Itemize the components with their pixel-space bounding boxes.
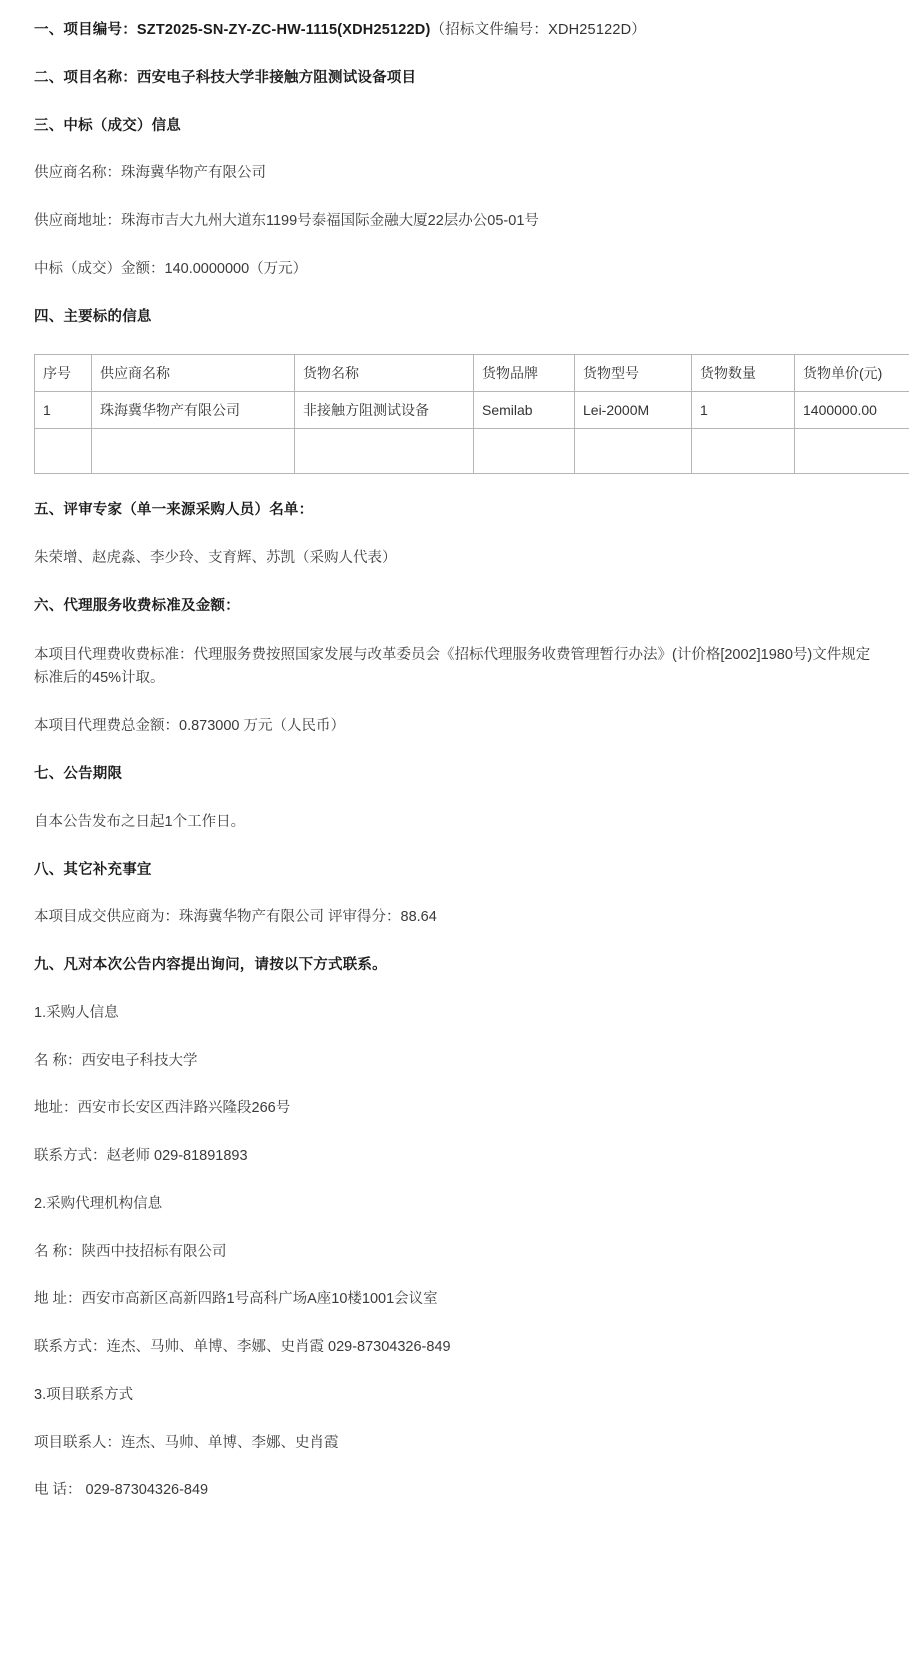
section-project-name: 二、项目名称：西安电子科技大学非接触方阻测试设备项目 [34, 69, 417, 86]
project-number-heading: 一、项目编号：SZT2025-SN-ZY-ZC-HW-1115(XDH25122D) [34, 22, 431, 38]
table-cell-brand: Semilab [474, 392, 575, 429]
award-amount: 中标（成交）金额：140.0000000（万元） [34, 260, 308, 277]
section-agency-fee-heading: 六、代理服务收费标准及金额： [34, 597, 240, 614]
goods-table [34, 354, 909, 474]
table-header-cell: 货物数量 [692, 355, 795, 392]
section-notice-period-heading: 七、公告期限 [34, 766, 123, 783]
supplier-name: 供应商名称：珠海冀华物产有限公司 [34, 165, 266, 182]
agency-contact: 联系方式：连杰、马帅、单博、李娜、史肖霞 029-87304326-849 [34, 1339, 451, 1356]
table-cell-goods-name [295, 429, 474, 474]
project-contact-title: 3.项目联系方式 [34, 1386, 134, 1403]
buyer-address: 地址：西安市长安区西沣路兴隆段266号 [34, 1100, 291, 1117]
agency-fee-standard: 本项目代理费收费标准：代理服务费按照国家发展与改革委员会《招标代理服务收费管理暂行办法》(计价格[2002]1980号)文件规定标准后的45%计取。 [34, 646, 871, 686]
table-cell-index [35, 429, 92, 474]
table-cell-model: Lei-2000M [575, 392, 692, 429]
table-cell-model [575, 429, 692, 474]
section-main-subject-heading: 四、主要标的信息 [34, 308, 152, 325]
other-matters-text: 本项目成交供应商为：珠海冀华物产有限公司 评审得分：88.64 [34, 909, 437, 926]
section-award-info-heading: 三、中标（成交）信息 [34, 117, 181, 134]
buyer-contact: 联系方式：赵老师 029-81891893 [34, 1148, 248, 1165]
buyer-info-title: 1.采购人信息 [34, 1004, 119, 1021]
table-header-cell: 货物型号 [575, 355, 692, 392]
experts-list: 朱荣增、赵虎淼、李少玲、支育辉、苏凯（采购人代表） [34, 550, 397, 566]
table-row [35, 429, 909, 474]
agency-fee-total: 本项目代理费总金额：0.873000 万元（人民币） [34, 718, 346, 735]
table-header-cell: 序号 [35, 355, 92, 392]
table-header-row [35, 355, 909, 392]
table-cell-unit-price: 1400000.00 [795, 392, 909, 429]
table-cell-supplier: 珠海冀华物产有限公司 [92, 392, 295, 429]
table-cell-quantity: 1 [692, 392, 795, 429]
table-cell-brand [474, 429, 575, 474]
table-cell-index: 1 [35, 392, 92, 429]
table-header-cell: 货物名称 [295, 355, 474, 392]
table-row [35, 392, 909, 429]
section-project-number [34, 20, 875, 42]
section-experts-heading: 五、评审专家（单一来源采购人员）名单： [34, 502, 314, 519]
section-contact-heading: 九、凡对本次公告内容提出询问，请按以下方式联系。 [34, 957, 387, 974]
agency-name: 名 称：陕西中技招标有限公司 [34, 1243, 227, 1260]
project-contact-phone: 电 话： 029-87304326-849 [34, 1482, 209, 1499]
table-cell-quantity [692, 429, 795, 474]
project-number-suffix: （招标文件编号：XDH25122D） [430, 22, 646, 38]
project-contact-person: 项目联系人：连杰、马帅、单博、李娜、史肖霞 [34, 1434, 339, 1451]
section-other-matters-heading: 八、其它补充事宜 [34, 861, 152, 878]
agency-info-title: 2.采购代理机构信息 [34, 1195, 163, 1212]
buyer-name: 名 称：西安电子科技大学 [34, 1052, 198, 1069]
table-header-cell: 货物品牌 [474, 355, 575, 392]
notice-period-text: 自本公告发布之日起1个工作日。 [34, 813, 246, 830]
table-cell-supplier [92, 429, 295, 474]
supplier-address: 供应商地址：珠海市吉大九州大道东1199号泰福国际金融大厦22层办公05-01号 [34, 213, 539, 229]
table-header-cell: 供应商名称 [92, 355, 295, 392]
table-cell-goods-name: 非接触方阻测试设备 [295, 392, 474, 429]
table-header-cell: 货物单价(元) [795, 355, 909, 392]
agency-address: 地 址：西安市高新区高新四路1号高科广场A座10楼1001会议室 [34, 1291, 438, 1308]
table-cell-unit-price [795, 429, 909, 474]
